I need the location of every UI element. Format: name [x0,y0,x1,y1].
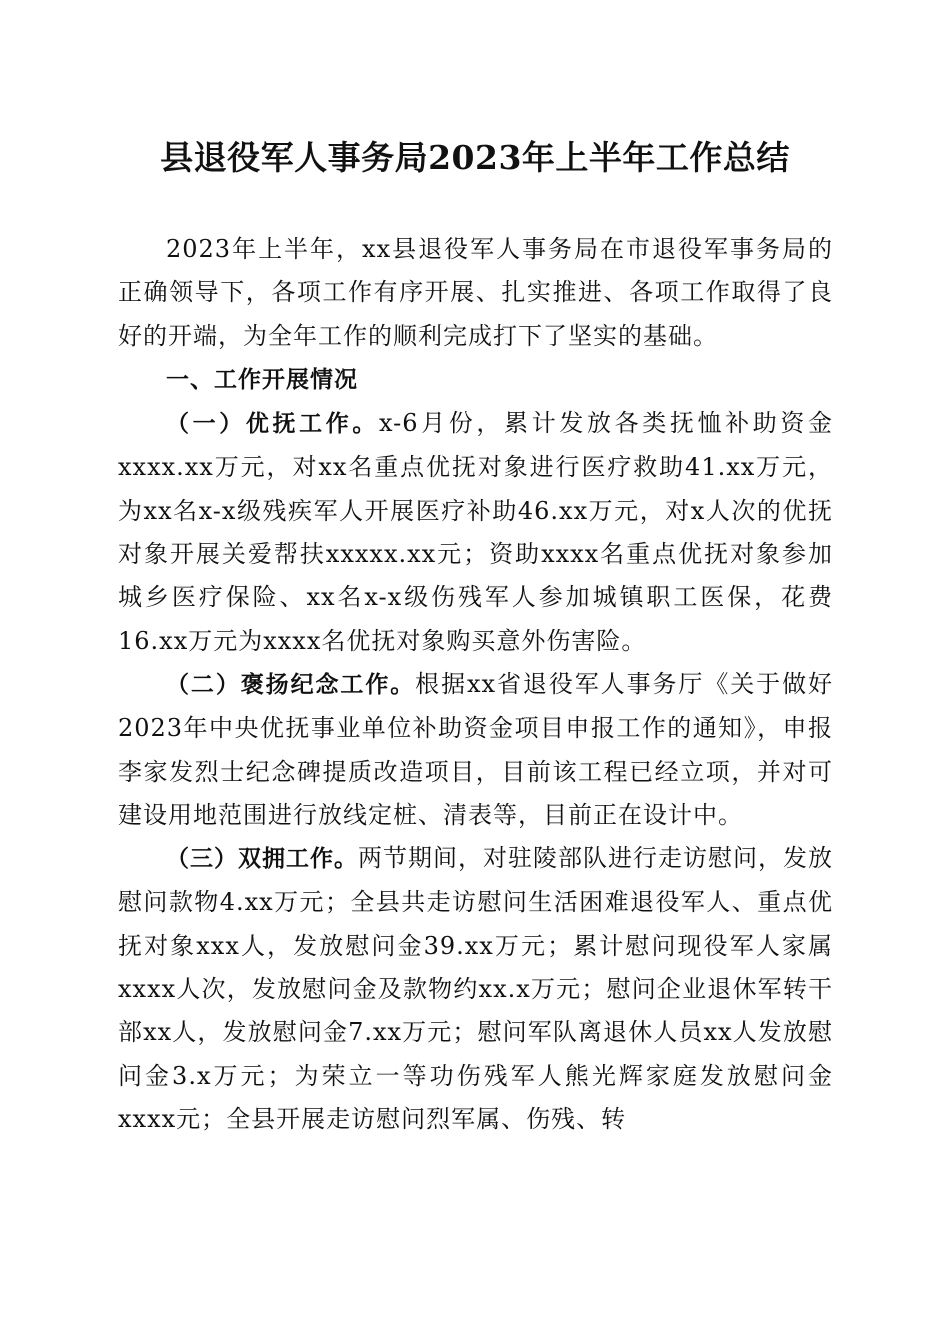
paragraph-shuangyong [118,837,833,1141]
section-heading [118,358,833,402]
subheading-shuangyong: （三）双拥工作。 [166,846,358,873]
document-title: 县退役军人事务局2023年上半年工作总结 [160,138,790,177]
subheading-baoyang: （二）褒扬纪念工作。 [166,671,416,698]
document-body [118,228,833,1141]
subheading-youfu: （一）优抚工作。 [166,411,380,438]
paragraph-youfu-text: x-6月份，累计发放各类抚恤补助资金xxxx.xx万元，对xx名重点优抚对象进行医疗救助41.xx万元，为xx名x-x级残疾军人开展医疗补助46.xx万元，对x人次的优抚对象开展关爱帮扶xxxxx.xx元；资助xxxx名重点优抚对象参加城乡医疗保险、xx名x-x级伤残军人参加城镇职工医保，花费16.xx万元为xxxx名优抚对象购买意外伤害险。 [118,409,833,655]
paragraph-shuangyong-text: 两节期间，对驻陵部队进行走访慰问，发放慰问款物4.xx万元；全县共走访慰问生活困难退役军人、重点优抚对象xxx人，发放慰问金39.xx万元；累计慰问现役军人家属xxxx人次，发放慰问金及款物约xx.x万元；慰问企业退休军转干部xx人，发放慰问金7.xx万元；慰问军队离退休人员xx人发放慰问金3.x万元；为荣立一等功伤残军人熊光辉家庭发放慰问金xxxx元；全县开展走访慰问烈军属、伤残、转 [118,844,833,1133]
paragraph-baoyang-text: 根据xx省退役军人事务厅《关于做好2023年中央优抚事业单位补助资金项目申报工作的通知》，申报李家发烈士纪念碑提质改造项目，目前该工程已经立项，并对可建设用地范围进行放线定桩、清表等，目前正在设计中。 [118,669,833,829]
section-heading-text: 一、工作开展情况 [166,366,358,393]
paragraph-youfu [118,402,833,663]
paragraph-baoyang [118,663,833,837]
intro-paragraph: 2023年上半年，xx县退役军人事务局在市退役军事务局的正确领导下，各项工作有序开展、扎实推进、各项工作取得了良好的开端，为全年工作的顺利完成打下了坚实的基础。 [118,235,833,350]
